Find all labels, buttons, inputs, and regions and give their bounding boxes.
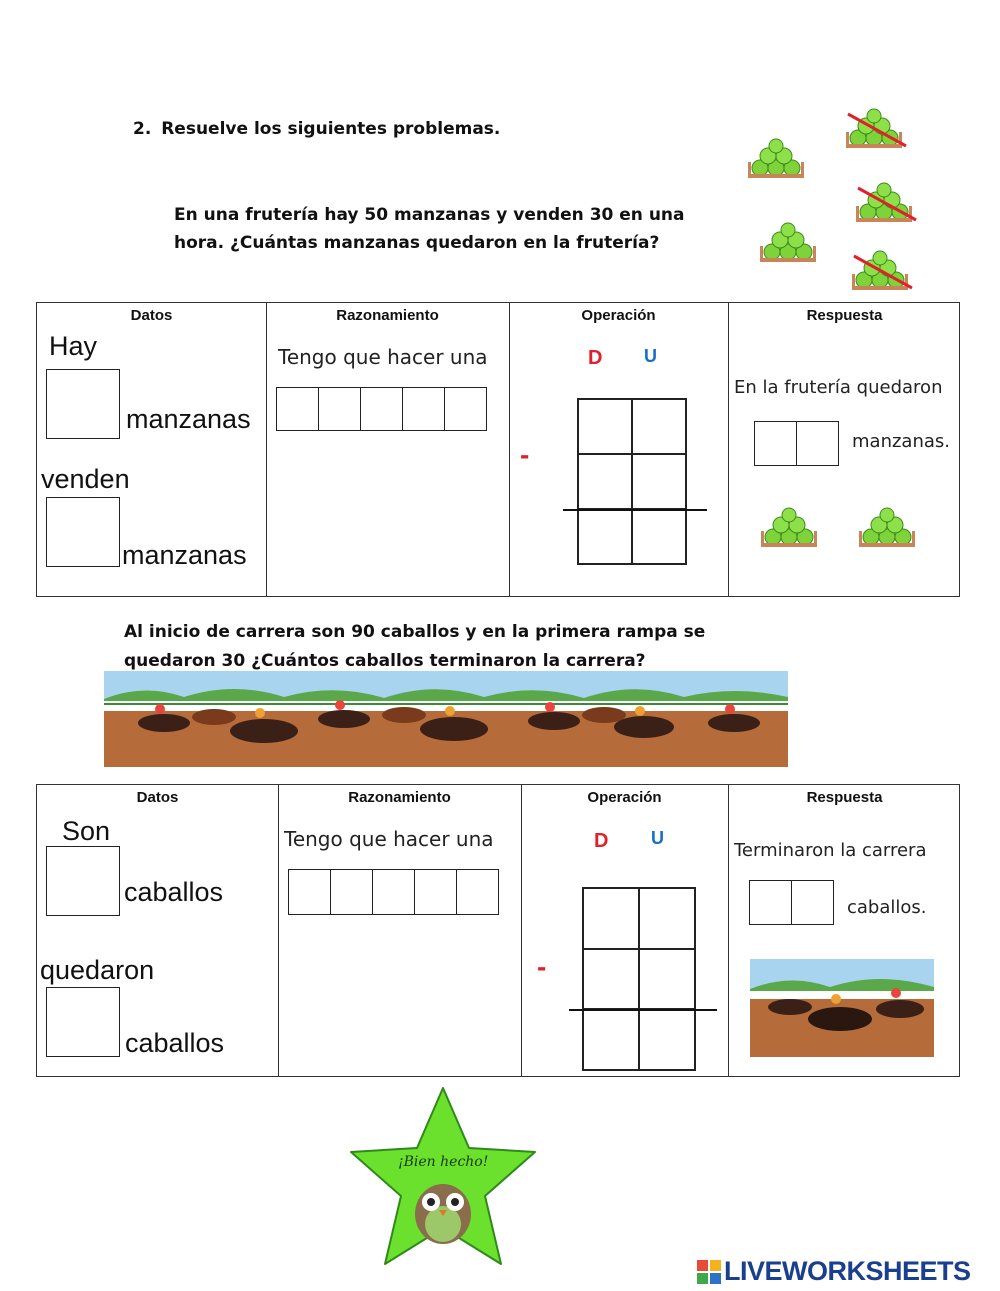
problem2-question <box>124 618 705 676</box>
datos-unit-caballos-2: caballos <box>125 1028 225 1058</box>
datos-unit-manzanas: manzanas <box>126 404 251 434</box>
apple-crate-icon <box>748 139 804 178</box>
problem1-question-line2: hora. ¿Cuántas manzanas quedaron en la frutería? <box>174 233 660 253</box>
crossed-apple-crate-icon <box>856 183 916 222</box>
star-owl-badge-icon <box>345 1084 541 1274</box>
result-input[interactable] <box>750 880 834 925</box>
brand-text: LIVEWORKSHEETS <box>724 1256 971 1286</box>
datos-word-son: Son <box>62 816 111 846</box>
column-header-razonamiento: Razonamiento <box>336 307 439 324</box>
units-label: U <box>651 828 664 848</box>
sum-line <box>569 1009 717 1011</box>
crossed-apple-crate-icon <box>846 109 906 148</box>
horse-race-image <box>750 959 934 1057</box>
operation-word-input[interactable] <box>277 387 487 431</box>
datos-word-venden: venden <box>41 464 130 494</box>
column-header-respuesta: Respuesta <box>806 789 883 806</box>
problem2-question-line2: quedaron 30 ¿Cuántos caballos terminaron la carrera? <box>124 651 646 671</box>
datos-word-quedaron: quedaron <box>40 955 155 985</box>
apple-crate-icon <box>757 503 957 553</box>
problem1-question <box>174 201 685 257</box>
minus-sign: - <box>520 439 530 470</box>
operation-grid[interactable] <box>577 398 687 565</box>
crossed-apple-crate-icon <box>852 251 912 290</box>
column-header-respuesta: Respuesta <box>806 307 883 324</box>
badge-text: ¡Bien hecho! <box>398 1154 489 1170</box>
column-header-operacion: Operación <box>587 789 662 806</box>
instruction-text: Resuelve los siguientes problemas. <box>161 119 501 139</box>
column-header-razonamiento: Razonamiento <box>348 789 451 806</box>
datos-word-hay: Hay <box>49 331 98 361</box>
result-input[interactable] <box>755 421 839 466</box>
operation-grid[interactable] <box>582 887 696 1071</box>
data1-input-box[interactable] <box>46 369 120 439</box>
datos-unit-manzanas-2: manzanas <box>122 540 247 570</box>
horse-race-banner-image <box>104 671 788 767</box>
problem2-question-line1: Al inicio de carrera son 90 caballos y en la primera rampa se <box>124 622 706 642</box>
respuesta-prefix: Terminaron la carrera <box>734 840 927 861</box>
apple-crate-icon <box>760 223 816 262</box>
razonamiento-text: Tengo que hacer una <box>278 345 488 369</box>
column-header-datos: Datos <box>130 307 173 324</box>
data1-input-box[interactable] <box>46 846 120 916</box>
tens-label: D <box>588 347 603 369</box>
problem1-table <box>36 302 960 597</box>
instruction <box>133 119 500 139</box>
data2-input-box[interactable] <box>46 987 120 1057</box>
problem2-table <box>36 784 960 1077</box>
tens-label: D <box>594 830 609 852</box>
liveworksheets-logo-icon <box>697 1260 721 1284</box>
respuesta-suffix: manzanas. <box>852 431 950 452</box>
operation-word-input[interactable] <box>289 869 499 915</box>
data2-input-box[interactable] <box>46 497 120 567</box>
column-header-operacion: Operación <box>581 307 656 324</box>
sum-line <box>563 509 707 511</box>
minus-sign: - <box>537 951 547 982</box>
instruction-number: 2. <box>133 119 152 139</box>
liveworksheets-logo <box>697 1256 971 1287</box>
apple-crates-illustration <box>740 100 940 300</box>
problem1-question-line1: En una frutería hay 50 manzanas y venden 30 en una <box>174 205 685 225</box>
column-header-datos: Datos <box>136 789 179 806</box>
respuesta-suffix: caballos. <box>847 897 927 918</box>
units-label: U <box>644 346 657 366</box>
respuesta-prefix: En la frutería quedaron <box>734 377 943 398</box>
datos-unit-caballos: caballos <box>124 877 224 907</box>
razonamiento-text: Tengo que hacer una <box>284 827 494 851</box>
